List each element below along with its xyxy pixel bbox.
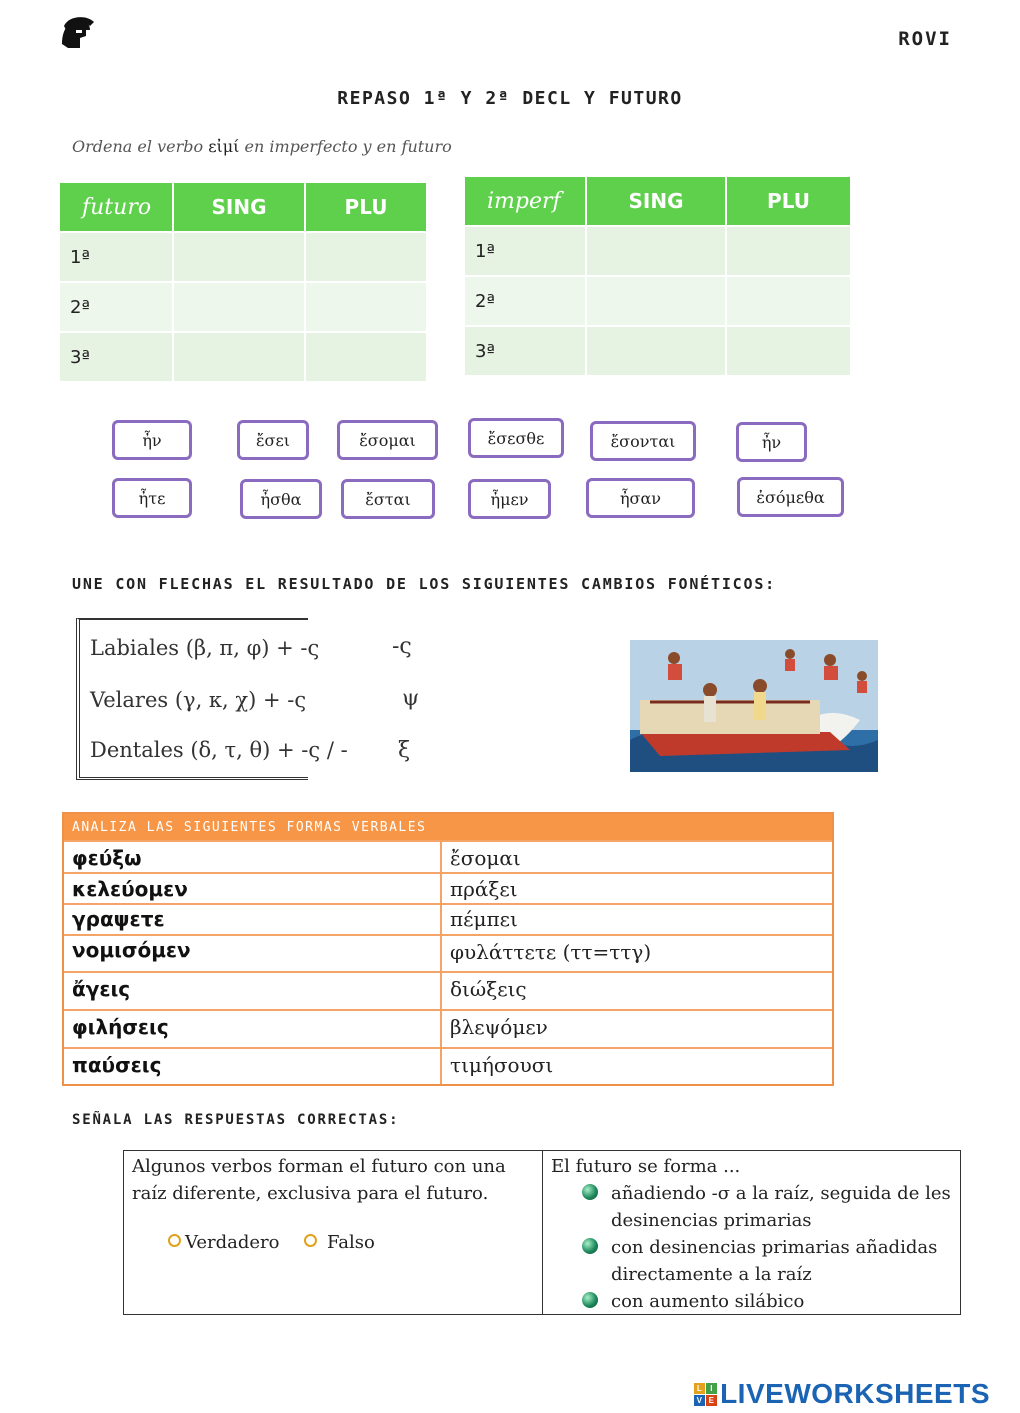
drag-chip[interactable]: ἦτε	[112, 478, 192, 518]
liveworksheets-logo	[694, 1378, 990, 1410]
col-header: PLU	[306, 183, 426, 231]
drag-chip[interactable]: ἔσονται	[590, 421, 696, 461]
phonetics-title: UNE CON FLECHAS EL RESULTADO DE LOS SIGUIENTES CAMBIOS FONÉTICOS:	[72, 575, 776, 593]
verb-form[interactable]: γραψετε	[72, 907, 165, 931]
drag-chip[interactable]: ἦμεν	[468, 479, 551, 519]
question-1-line-2: raíz diferente, exclusiva para el futuro.	[132, 1183, 489, 1204]
row-label: 1ª	[60, 233, 172, 281]
rule-velares: Velares (γ, κ, χ) + -ς	[90, 688, 307, 712]
instruction-text: Ordena el verbo εἰμί en imperfecto y en futuro	[72, 137, 452, 156]
drag-chip[interactable]: ἦν	[112, 420, 192, 460]
answer-a-line-2: desinencias primarias	[611, 1210, 812, 1231]
row-label: 3ª	[60, 333, 172, 381]
verb-form[interactable]: φυλάττετε (ττ=ττγ)	[450, 940, 652, 964]
answer-cell[interactable]	[587, 327, 725, 375]
row-label: 2ª	[465, 277, 585, 325]
drag-chip[interactable]: ἦν	[736, 422, 807, 462]
liveworksheets-icon: L I V E	[694, 1383, 717, 1406]
verb-form[interactable]: διώξεις	[450, 977, 527, 1001]
table-futuro	[58, 181, 428, 383]
bullet-icon[interactable]	[582, 1184, 598, 1200]
option-verdadero[interactable]: Verdadero	[168, 1229, 279, 1256]
answer-cell[interactable]	[727, 277, 850, 325]
drag-chip[interactable]: ἔσται	[341, 479, 435, 519]
table-row	[64, 971, 832, 1009]
analyze-table	[62, 812, 834, 1086]
page-title: REPASO 1ª Y 2ª DECL Y FUTURO	[337, 88, 683, 109]
verb-form[interactable]: ἄγεις	[72, 977, 131, 1001]
verb-form[interactable]: ἔσομαι	[450, 846, 521, 870]
verb-form[interactable]: παύσεις	[72, 1053, 162, 1077]
answer-cell[interactable]	[727, 227, 850, 275]
spartan-helmet-icon	[56, 14, 96, 54]
table-label: imperf	[465, 177, 585, 225]
radio-icon[interactable]	[168, 1234, 181, 1247]
table-row	[64, 872, 832, 903]
answer-cell[interactable]	[174, 333, 304, 381]
analyze-title: ANALIZA LAS SIGUIENTES FORMAS VERBALES	[64, 814, 832, 840]
answer-cell[interactable]	[306, 333, 426, 381]
drag-chip[interactable]: ἐσόμεθα	[737, 477, 844, 517]
result-xi[interactable]: ξ	[398, 738, 411, 763]
table-row	[64, 934, 832, 971]
verb-form[interactable]: τιμήσουσι	[450, 1053, 554, 1077]
answer-a-line-1[interactable]: añadiendo -σ a la raíz, seguida de les	[611, 1183, 951, 1204]
drag-chip[interactable]: ἦσθα	[240, 479, 322, 519]
question-2-title: El futuro se forma ...	[551, 1156, 741, 1177]
drag-chip[interactable]: ἦσαν	[586, 478, 695, 518]
answer-cell[interactable]	[587, 277, 725, 325]
result-sigma[interactable]: -ς	[392, 634, 412, 659]
table-row	[64, 903, 832, 934]
result-psi[interactable]: ψ	[402, 686, 420, 711]
answer-c[interactable]: con aumento silábico	[611, 1291, 805, 1312]
col-header: SING	[174, 183, 304, 231]
answer-cell[interactable]	[174, 233, 304, 281]
row-label: 2ª	[60, 283, 172, 331]
bullet-icon[interactable]	[582, 1238, 598, 1254]
answer-cell[interactable]	[306, 283, 426, 331]
answer-b-line-2: directamente a la raíz	[611, 1264, 812, 1285]
verb-form[interactable]: φεύξω	[72, 846, 142, 870]
rule-dentales: Dentales (δ, τ, θ) + -ς / -	[90, 738, 348, 762]
verb-form[interactable]: νομισόμεν	[72, 938, 191, 962]
quiz-title: SEÑALA LAS RESPUESTAS CORRECTAS:	[72, 1112, 400, 1128]
table-label: futuro	[60, 183, 172, 231]
phonetic-rules-box	[76, 618, 348, 780]
drag-chip[interactable]: ἔσει	[237, 420, 309, 460]
table-row	[64, 1009, 832, 1047]
row-label: 1ª	[465, 227, 585, 275]
bullet-icon[interactable]	[582, 1292, 598, 1308]
verb-form[interactable]: πέμπει	[450, 907, 518, 931]
col-header: SING	[587, 177, 725, 225]
option-falso[interactable]: Falso	[304, 1229, 375, 1256]
quiz-divider	[542, 1151, 543, 1314]
answer-cell[interactable]	[727, 327, 850, 375]
table-imperf	[463, 175, 852, 377]
author-name: ROVI	[898, 28, 952, 50]
drag-chip[interactable]: ἔσεσθε	[468, 418, 564, 458]
verb-form[interactable]: κελεύομεν	[72, 877, 188, 901]
row-label: 3ª	[465, 327, 585, 375]
answer-b-line-1[interactable]: con desinencias primarias añadidas	[611, 1237, 938, 1258]
question-1-line-1: Algunos verbos forman el futuro con una	[132, 1156, 506, 1177]
answer-cell[interactable]	[587, 227, 725, 275]
table-row	[64, 1047, 832, 1084]
answer-cell[interactable]	[306, 233, 426, 281]
verb-form[interactable]: πράξει	[450, 877, 518, 901]
quiz-box	[123, 1150, 961, 1315]
brand-name: LIVEWORKSHEETS	[720, 1378, 990, 1409]
rule-labiales: Labiales (β, π, φ) + -ς	[90, 636, 320, 660]
verb-form[interactable]: φιλήσεις	[72, 1015, 169, 1039]
col-header: PLU	[727, 177, 850, 225]
table-row	[64, 840, 832, 872]
answer-cell[interactable]	[174, 283, 304, 331]
verb-form[interactable]: βλεψόμεν	[450, 1015, 548, 1039]
drag-chip[interactable]: ἔσομαι	[337, 420, 438, 460]
radio-icon[interactable]	[304, 1234, 317, 1247]
greek-ship-fresco-image	[630, 640, 878, 772]
